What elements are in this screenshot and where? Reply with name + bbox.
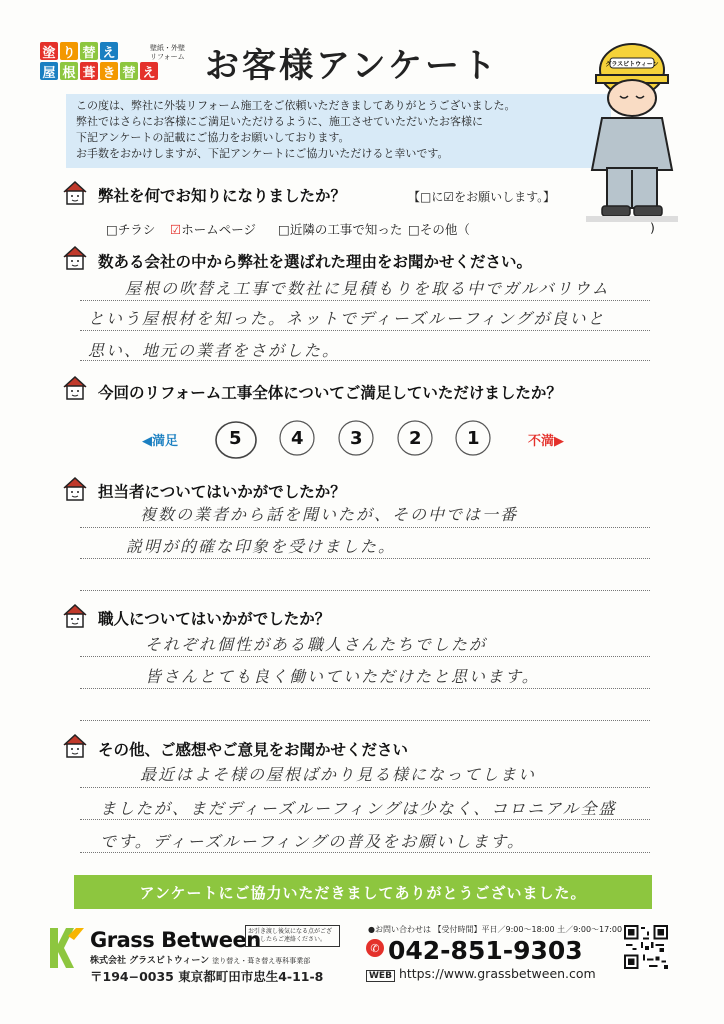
intro-line: この度は、弊社に外装リフォーム施工をご依頼いただきましてありがとうございました。 bbox=[76, 99, 516, 112]
house-icon bbox=[62, 375, 88, 401]
answer-line bbox=[80, 787, 650, 788]
company-name-jp: 株式会社 グラスビトウィーン 塗り替え・葺き替え専科事業部 bbox=[90, 956, 311, 966]
q1-option-homepage[interactable]: ☑ホームページ bbox=[170, 222, 256, 237]
rating-circles bbox=[270, 418, 510, 458]
q1-option-neighborhood[interactable]: □近隣の工事で知った bbox=[278, 222, 403, 237]
rating-3[interactable]: 3 bbox=[350, 428, 363, 449]
page-title: お客様アンケート bbox=[205, 46, 499, 86]
intro-line: 下記アンケートの記載にご協力をお願いしております。 bbox=[76, 131, 350, 144]
company-name-en: Grass Between bbox=[90, 928, 261, 952]
thanks-banner: アンケートにご協力いただきましてありがとうございました。 bbox=[74, 875, 652, 909]
qr-code-icon[interactable] bbox=[624, 925, 668, 969]
q1-option-other[interactable]: □その他（ bbox=[408, 222, 470, 237]
logo-character: き bbox=[100, 62, 118, 80]
q2-answer-line: という屋根材を知った。ネットでディーズルーフィングが良いと bbox=[88, 309, 606, 328]
intro-box bbox=[66, 94, 611, 168]
q6-answer-line: ましたが、まだディーズルーフィングは少なく、コロニアル全盛 bbox=[100, 799, 617, 818]
question-2: 数ある会社の中から弊社を選ばれた理由をお聞かせください。 bbox=[98, 253, 533, 271]
intro-line: 弊社ではさらにお客様にご満足いただけるように、施工させていただいたお客様に bbox=[76, 115, 483, 128]
intro-line: お手数をおかけしますが、下記アンケートにご協力いただけると幸いです。 bbox=[76, 147, 449, 160]
web-label: WEB bbox=[366, 970, 395, 982]
q1-option-flyer[interactable]: □チラシ bbox=[106, 222, 156, 237]
dissatisfied-label: 不満▶ bbox=[528, 434, 564, 449]
answer-line bbox=[80, 656, 650, 657]
logo-character: え bbox=[100, 42, 118, 60]
house-icon bbox=[62, 733, 88, 759]
q5-answer-line: 皆さんとても良く働いていただけたと思います。 bbox=[145, 667, 540, 686]
logo-character: 屋 bbox=[40, 62, 58, 80]
answer-line bbox=[80, 852, 650, 853]
company-logo-icon bbox=[46, 926, 86, 970]
rating-1[interactable]: 1 bbox=[467, 428, 480, 449]
house-icon bbox=[62, 476, 88, 502]
logo-character: 根 bbox=[60, 62, 78, 80]
logo-character: 塗 bbox=[40, 42, 58, 60]
checked-box-icon: ☑ bbox=[170, 222, 182, 237]
answer-line bbox=[80, 720, 650, 721]
satisfied-label: ◀満足 bbox=[142, 434, 178, 449]
company-address: 〒194−0035 東京都町田市忠生4-11-8 bbox=[90, 969, 324, 984]
question-4: 担当者についてはいかがでしたか？ bbox=[98, 483, 346, 501]
brand-logo bbox=[40, 42, 185, 86]
contact-hours: ●お問い合わせは 【受付時間】平日／9:00〜18:00 土／9:00〜17:00 bbox=[368, 925, 623, 934]
q1-close-paren: ) bbox=[650, 220, 655, 235]
logo-character: 葺 bbox=[80, 62, 98, 80]
question-5: 職人についてはいかがでしたか？ bbox=[98, 610, 331, 628]
answer-line bbox=[80, 688, 650, 689]
phone-icon: ✆ bbox=[366, 939, 384, 957]
rating-2[interactable]: 2 bbox=[409, 428, 422, 449]
answer-line bbox=[80, 300, 650, 301]
website-link[interactable]: WEB https://www.grassbetween.com bbox=[366, 966, 596, 982]
q1-instruction: 【□に☑をお願いします。】 bbox=[408, 190, 556, 204]
question-3: 今回のリフォーム工事全体についてご満足していただけましたか？ bbox=[98, 384, 562, 402]
worker-illustration bbox=[572, 30, 692, 230]
question-6: その他、ご感想やご意見をお聞かせください bbox=[98, 741, 409, 759]
q6-answer-line: です。ディーズルーフィングの普及をお願いします。 bbox=[100, 832, 525, 851]
q4-answer-line: 説明が的確な印象を受けました。 bbox=[126, 537, 397, 556]
answer-line bbox=[80, 558, 650, 559]
answer-line bbox=[80, 590, 650, 591]
after-service-note: お引き渡し後気になる点がございましたらご連絡ください。 bbox=[245, 925, 340, 947]
logo-character: え bbox=[140, 62, 158, 80]
q4-answer-line: 複数の業者から話を聞いたが、その中では一番 bbox=[140, 505, 519, 524]
answer-line bbox=[80, 819, 650, 820]
q5-answer-line: それぞれ個性がある職人さんたちでしたが bbox=[145, 635, 487, 654]
logo-character: 替 bbox=[80, 42, 98, 60]
house-icon bbox=[62, 603, 88, 629]
rating-5[interactable]: 5 bbox=[229, 428, 242, 449]
logo-character: り bbox=[60, 42, 78, 60]
answer-line bbox=[80, 527, 650, 528]
question-1: 弊社を何でお知りになりましたか？ bbox=[98, 187, 347, 205]
phone-number[interactable]: 042-851-9303 bbox=[388, 936, 583, 965]
house-icon bbox=[62, 245, 88, 271]
q2-answer-line: 屋根の吹替え工事で数社に見積もりを取る中でガルバリウム bbox=[125, 279, 610, 298]
hat-badge-text: グラスビトウィーン bbox=[605, 61, 659, 68]
answer-line bbox=[80, 330, 650, 331]
q2-answer-line: 思い、地元の業者をさがした。 bbox=[88, 341, 341, 360]
q6-answer-line: 最近はよそ様の屋根ばかり見る様になってしまい bbox=[140, 765, 537, 784]
house-icon bbox=[62, 180, 88, 206]
logo-tagline: 壁紙・外壁 リフォーム bbox=[150, 44, 185, 61]
rating-4[interactable]: 4 bbox=[291, 428, 304, 449]
logo-character: 替 bbox=[120, 62, 138, 80]
